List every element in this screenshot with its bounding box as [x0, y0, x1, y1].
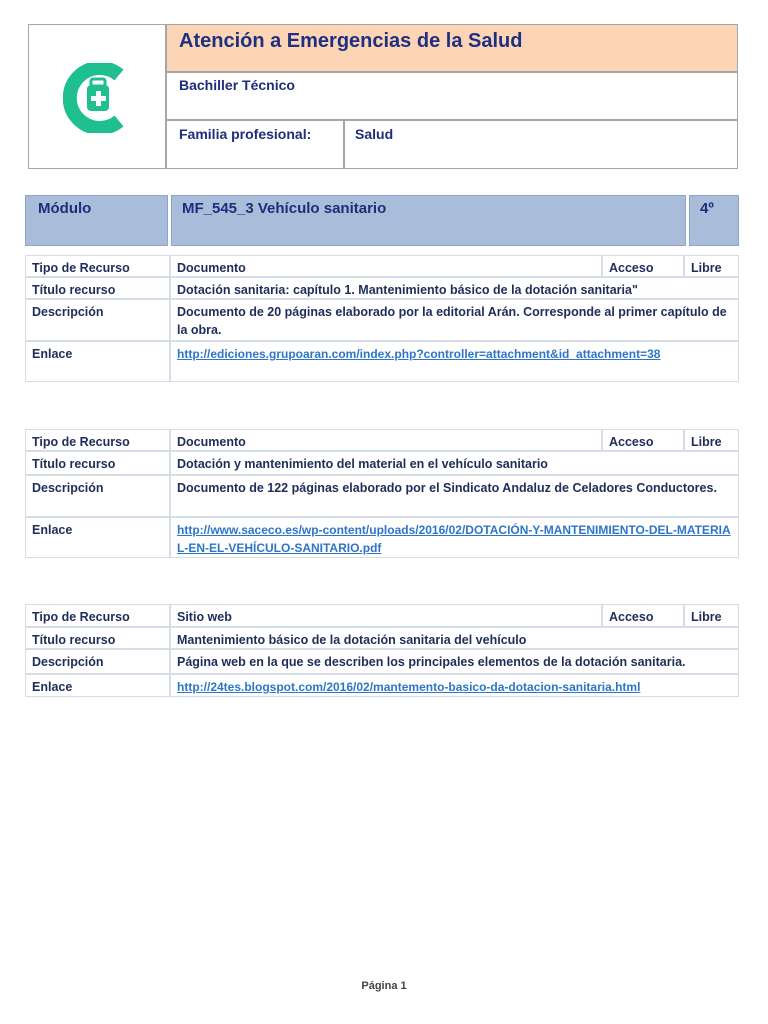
access-value: Libre [684, 604, 739, 627]
type-label: Tipo de Recurso [25, 429, 170, 451]
type-label: Tipo de Recurso [25, 255, 170, 277]
title-value: Dotación sanitaria: capítulo 1. Mantenimiento básico de la dotación sanitaria" [170, 277, 739, 299]
title-value: Dotación y mantenimiento del material en el vehículo sanitario [170, 451, 739, 475]
link-cell [170, 674, 739, 697]
access-label: Acceso [602, 429, 684, 451]
desc-label: Descripción [25, 475, 170, 517]
program-label: Bachiller Técnico [179, 77, 295, 93]
type-value: Sitio web [170, 604, 602, 627]
family-value-cell [344, 120, 738, 169]
access-label: Acceso [602, 255, 684, 277]
logo-cell [28, 24, 166, 169]
access-value: Libre [684, 255, 739, 277]
type-label: Tipo de Recurso [25, 604, 170, 627]
title-label: Título recurso [25, 627, 170, 649]
family-value: Salud [355, 126, 394, 142]
family-label-cell [166, 120, 344, 169]
resource-link[interactable]: http://www.saceco.es/wp-content/uploads/2016/02/DOTACIÓN-Y-MANTENIMIENTO-DEL-MATERIAL-EN-EL-VEHÍCULO-SANITARIO.pdf [177, 523, 731, 555]
resource-link[interactable]: http://24tes.blogspot.com/2016/02/mantemento-basico-da-dotacion-sanitaria.html [177, 680, 641, 694]
type-value: Documento [170, 255, 602, 277]
course-title: Atención a Emergencias de la Salud [179, 30, 523, 52]
desc-label: Descripción [25, 649, 170, 674]
module-number-cell [689, 195, 739, 246]
access-label: Acceso [602, 604, 684, 627]
title-label: Título recurso [25, 277, 170, 299]
title-value: Mantenimiento básico de la dotación sanitaria del vehículo [170, 627, 739, 649]
course-title-cell [166, 24, 738, 72]
link-cell [170, 517, 739, 558]
page-number: Página 1 [361, 980, 407, 992]
program-cell [166, 72, 738, 120]
medical-kit-icon [63, 63, 133, 133]
family-label: Familia profesional: [179, 126, 312, 142]
link-label: Enlace [25, 674, 170, 697]
module-name: MF_545_3 Vehículo sanitario [182, 200, 387, 217]
link-cell [170, 341, 739, 382]
desc-label: Descripción [25, 299, 170, 341]
desc-value: Documento de 20 páginas elaborado por la editorial Arán. Corresponde al primer capítulo de la obra. [170, 299, 739, 341]
module-name-cell [171, 195, 686, 246]
resource-link[interactable]: http://ediciones.grupoaran.com/index.php?controller=attachment&id_attachment=38 [177, 347, 661, 361]
module-label-cell [25, 195, 168, 246]
module-number: 4º [700, 200, 714, 217]
access-value: Libre [684, 429, 739, 451]
type-value: Documento [170, 429, 602, 451]
module-label: Módulo [38, 200, 92, 217]
link-label: Enlace [25, 517, 170, 558]
desc-value: Documento de 122 páginas elaborado por el Sindicato Andaluz de Celadores Conductores. [170, 475, 739, 517]
desc-value: Página web en la que se describen los principales elementos de la dotación sanitaria. [170, 649, 739, 674]
title-label: Título recurso [25, 451, 170, 475]
link-label: Enlace [25, 341, 170, 382]
